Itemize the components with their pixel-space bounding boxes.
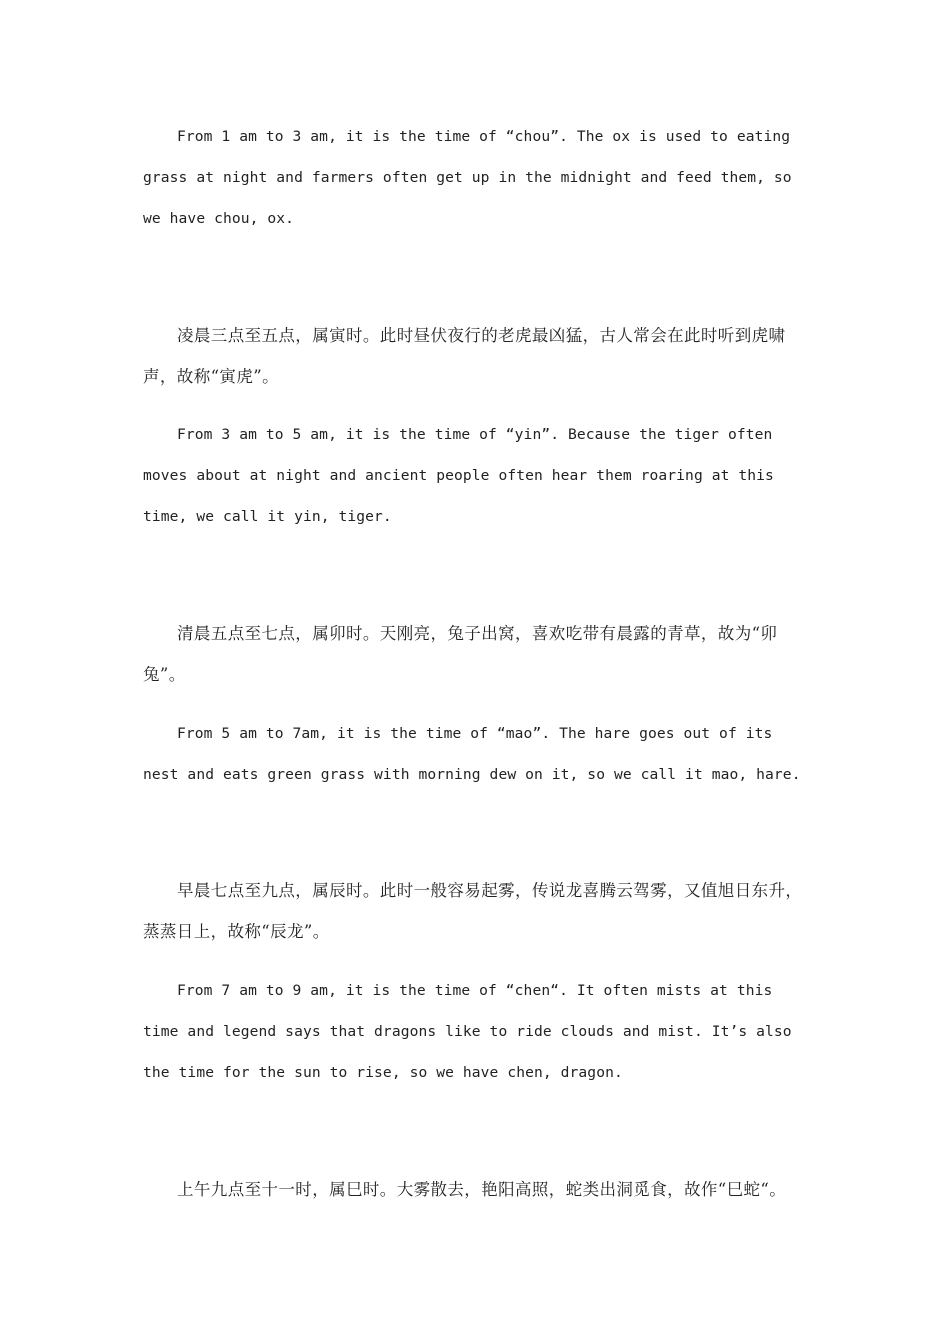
paragraph-mao-english: From 5 am to 7am, it is the time of “mao”. The hare goes out of its nest and eats green grass with morning dew on it, so we call it mao, hare.: [143, 725, 801, 783]
paragraph-yin-english: From 3 am to 5 am, it is the time of “yin”. Because the tiger often moves about at night and ancient people often hear them roaring at this time, we call it yin, tiger.: [143, 426, 774, 525]
paragraph-si-chinese: 上午九点至十一时，属巳时。大雾散去，艳阳高照，蛇类出洞觅食，故作“巳蛇“。: [177, 1180, 787, 1199]
paragraph-chen-english: From 7 am to 9 am, it is the time of “chen“. It often mists at this time and legend says that dragons like to ride clouds and mist. It’s also the time for the sun to rise, so we have chen, dragon.: [143, 982, 792, 1081]
paragraph-mao-chinese: 清晨五点至七点，属卯时。天刚亮，兔子出窝，喜欢吃带有晨露的青草，故为“卯兔”。: [143, 624, 778, 684]
paragraph-chen-chinese: 早晨七点至九点，属辰时。此时一般容易起雾，传说龙喜腾云驾雾，又值旭日东升，蒸蒸日上，故称“辰龙”。: [143, 881, 803, 941]
paragraph-yin-chinese: 凌晨三点至五点，属寅时。此时昼伏夜行的老虎最凶猛，古人常会在此时听到虎啸声，故称“寅虎”。: [143, 326, 786, 386]
paragraph-chou-english: From 1 am to 3 am, it is the time of “chou”. The ox is used to eating grass at night and farmers often get up in the midnight and feed them, so we have chou, ox.: [143, 128, 792, 227]
